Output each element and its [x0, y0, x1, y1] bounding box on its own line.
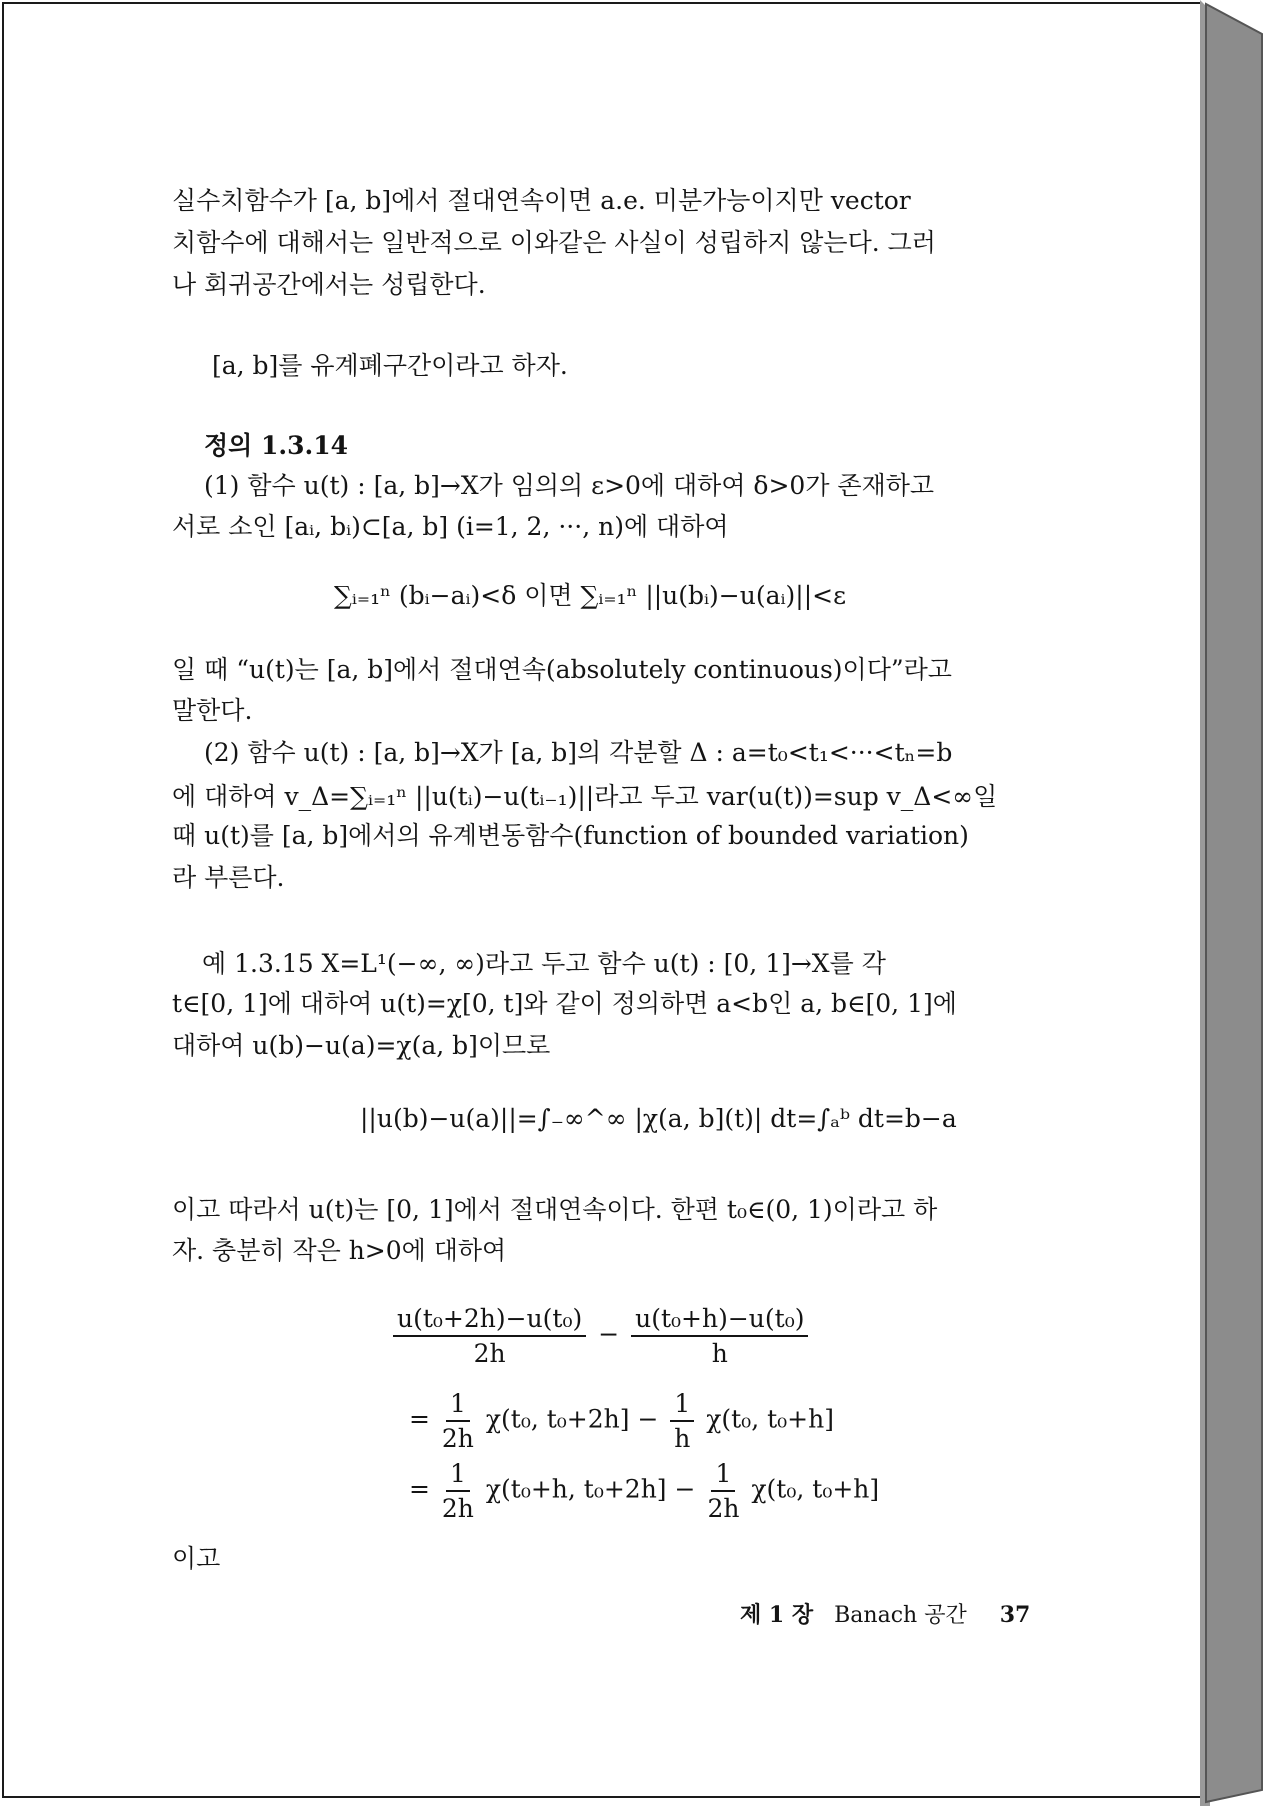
fraction [707, 1459, 739, 1523]
denominator: h [674, 1424, 691, 1453]
text-line: 말한다. [172, 696, 253, 725]
display-equation: ∑ᵢ₌₁ⁿ (bᵢ−aᵢ)<δ 이면 ∑ᵢ₌₁ⁿ ||u(bᵢ)−u(aᵢ)||<ε [334, 581, 847, 610]
text-line: 실수치함수가 [a, b]에서 절대연속이면 a.e. 미분가능이지만 vector [172, 186, 911, 215]
page-footer [740, 1598, 1030, 1629]
text-line: 서로 소인 [aᵢ, bᵢ)⊂[a, b] (i=1, 2, ···, n)에 대하여 [172, 512, 729, 541]
numerator: u(t₀+2h)−u(t₀) [393, 1304, 586, 1337]
minus-sign: − [674, 1474, 696, 1504]
text-line: 일 때 “u(t)는 [a, b]에서 절대연속(absolutely continuous)이다”라고 [172, 655, 952, 684]
display-equation: ||u(b)−u(a)||=∫₋∞^∞ |χ(a, b](t)| dt=∫ₐᵇ dt=b−a [360, 1104, 957, 1133]
denominator: 2h [441, 1424, 474, 1453]
indicator-function: χ(t₀+h, t₀+2h] [485, 1474, 667, 1504]
equation-line-2 [409, 1389, 834, 1453]
fraction [393, 1304, 586, 1368]
text-line: 대하여 u(b)−u(a)=χ(a, b]이므로 [172, 1031, 551, 1060]
example-heading: 예 1.3.15 X=L¹(−∞, ∞)라고 두고 함수 u(t) : [0, 1]→X를 각 [202, 949, 886, 978]
text-line: 이고 [172, 1544, 221, 1573]
text-line: 때 u(t)를 [a, b]에서의 유계변동함수(function of bounded variation) [172, 821, 969, 850]
text-line: (2) 함수 u(t) : [a, b]→X가 [a, b]의 각분할 Δ : a=t₀<t₁<···<tₙ=b [204, 738, 953, 767]
indicator-function: χ(t₀, t₀+2h] [485, 1404, 630, 1434]
fraction [670, 1389, 694, 1453]
text-line: 치함수에 대해서는 일반적으로 이와같은 사실이 성립하지 않는다. 그러 [172, 228, 936, 257]
text-line: 에 대하여 v_Δ=∑ᵢ₌₁ⁿ ||u(tᵢ)−u(tᵢ₋₁)||라고 두고 var(u(t))=sup v_Δ<∞일 [172, 782, 998, 811]
indicator-function: χ(t₀, t₀+h] [751, 1474, 880, 1504]
numerator: 1 [711, 1459, 735, 1492]
text-line: 라 부른다. [172, 863, 285, 892]
book-page [2, 2, 1202, 1798]
text-line: 이고 따라서 u(t)는 [0, 1]에서 절대연속이다. 한편 t₀∈(0, 1)이라고 하 [172, 1195, 938, 1224]
numerator: u(t₀+h)−u(t₀) [631, 1304, 808, 1337]
text-line: 나 회귀공간에서는 성립한다. [172, 270, 486, 299]
equation-line-1 [389, 1304, 812, 1368]
footer-title: Banach 공간 [834, 1603, 967, 1628]
footer-chapter: 제 1 장 [740, 1602, 814, 1628]
page-stack-edge [1200, 0, 1266, 1806]
denominator: h [711, 1339, 728, 1368]
minus-sign: − [637, 1404, 659, 1434]
equation-line-3 [409, 1459, 879, 1523]
fraction [442, 1459, 474, 1523]
text-line: 자. 충분히 작은 h>0에 대하여 [172, 1236, 507, 1265]
fraction [442, 1389, 474, 1453]
denominator: 2h [473, 1339, 506, 1368]
denominator: 2h [441, 1494, 474, 1523]
text-line: [a, b]를 유계폐구간이라고 하자. [212, 351, 568, 380]
indicator-function: χ(t₀, t₀+h] [706, 1404, 834, 1434]
numerator: 1 [446, 1389, 470, 1422]
equals-sign: = [409, 1404, 430, 1434]
text-line: (1) 함수 u(t) : [a, b]→X가 임의의 ε>0에 대하여 δ>0가 존재하고 [204, 471, 935, 500]
minus-sign: − [598, 1319, 620, 1349]
denominator: 2h [707, 1494, 740, 1523]
numerator: 1 [670, 1389, 694, 1422]
fraction [631, 1304, 808, 1368]
equals-sign: = [409, 1474, 430, 1504]
definition-heading: 정의 1.3.14 [204, 431, 348, 460]
text-line: t∈[0, 1]에 대하여 u(t)=χ[0, t]와 같이 정의하면 a<b인 a, b∈[0, 1]에 [172, 989, 957, 1018]
page-number: 37 [999, 1602, 1031, 1628]
numerator: 1 [446, 1459, 470, 1492]
